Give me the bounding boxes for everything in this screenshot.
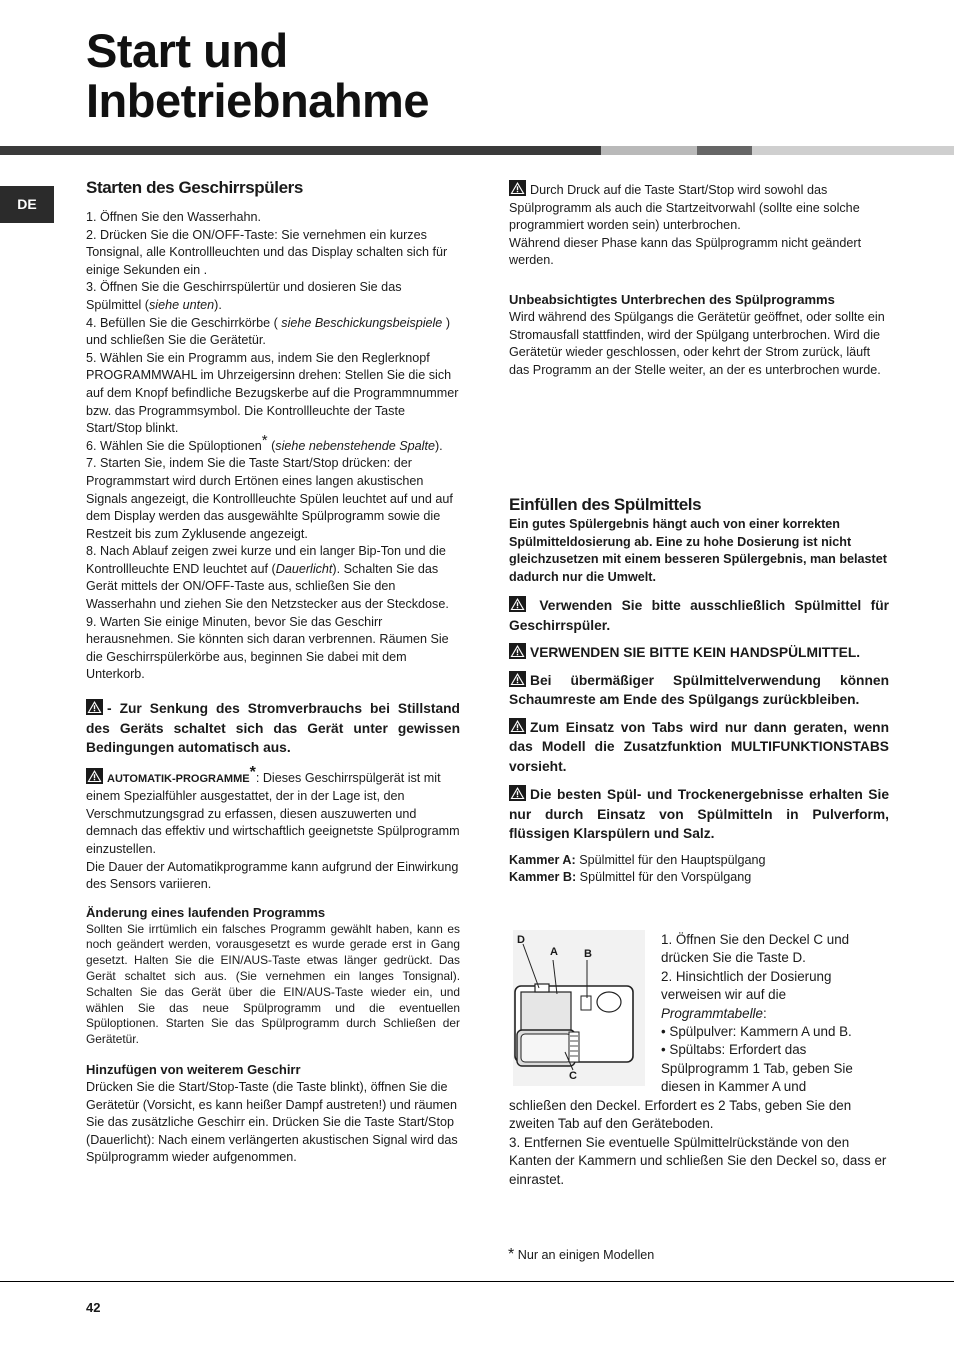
instructions-full-width — [509, 1097, 895, 1189]
warning-triangle-icon — [509, 596, 526, 612]
subheading-unexpected-interrupt: Unbeabsichtigtes Unterbrechen des Spülprogramms — [509, 291, 835, 307]
footnote: * Nur an einigen Modellen — [508, 1246, 655, 1263]
step-8: 8. Nach Ablauf zeigen zwei kurze und ein langer Bip-Ton und die Kontrollleuchte END leuchtet auf (Dauerlicht). Schalten Sie das Gerät mittels der ON/OFF-Taste aus, schließen Sie den Wasserhahn und ziehen Sie den Netzstecker aus der Steckdose. — [86, 544, 449, 612]
chamber-b: Kammer B: Spülmittel für den Vorspülgang — [509, 870, 752, 885]
dispenser-diagram — [509, 928, 649, 1088]
detergent-warning-4: Zum Einsatz von Tabs wird nur dann geraten, wenn das Modell die Zusatzfunktion MULTIFUNKTIONSTABS vorsieht. — [509, 719, 889, 774]
ref-beschickungsbeispiele: siehe Beschickungsbeispiele — [281, 315, 443, 330]
step-3: 3. Öffnen Sie die Geschirrspülertür und dosieren Sie das Spülmittel (siehe unten). — [86, 280, 402, 312]
warning-triangle-icon — [509, 671, 526, 687]
instruction-1: 1. Öffnen Sie den Deckel C und drücken Sie die Taste D. — [661, 932, 850, 966]
header-bar-dark — [0, 146, 601, 155]
section-heading-start: Starten des Geschirrspülers — [86, 178, 303, 197]
detergent-warning-5: Die besten Spül- und Trockenergebnisse erhalten Sie nur durch Einsatz von Spülmitteln in Pulverform, flüssigen Klarspülern und Salz. — [509, 787, 889, 842]
footer-divider — [0, 1281, 954, 1282]
diagram-label-b: B — [584, 948, 592, 960]
diagram-label-c: C — [569, 1070, 577, 1082]
interrupt-note-2: Während dieser Phase kann das Spülprogramm nicht geändert werden. — [509, 235, 862, 268]
add-dishes-text: Drücken Sie die Start/Stop-Taste (die Taste blinkt), öffnen Sie die Gerätetür (Vorsicht, es kann heißer Dampf austreten!) und räumen Sie das zusätzliche Geschirr ein. Drücken Sie die Taste Start/Stop (Dauerlicht): Nach einem verlängerten akustischen Signal wird das Spülprogramm wieder aufgenommen. — [86, 1080, 458, 1165]
instructions-beside-diagram — [661, 931, 883, 1097]
warning-triangle-icon — [509, 643, 526, 659]
detergent-warning-2: VERWENDEN SIE BITTE KEIN HANDSPÜLMITTEL. — [509, 643, 889, 663]
warning-triangle-icon — [509, 180, 526, 196]
header-bar-mid — [697, 146, 752, 155]
title-line-1: Start und — [86, 24, 288, 77]
step-2: 2. Drücken Sie die ON/OFF-Taste: Sie vernehmen ein kurzes Tonsignal, alle Kontrollleuchten und das Display schalten sich für einige Sekunden ein . — [86, 227, 448, 277]
detergent-intro: Ein gutes Spülergebnis hängt auch von einer korrekten Spülmitteldosierung ab. Eine zu hohe Dosierung ist nicht gleichzusetzen mit einem besseren Spülergebnis, man belastet dadurch nur die Umwelt. — [509, 517, 887, 584]
interrupt-note: Durch Druck auf die Taste Start/Stop wird sowohl das Spülprogramm als auch die Startzeitvorwahl (sollte eine solche programmiert worden sein) unterbrochen. — [509, 180, 889, 235]
step-5: 5. Wählen Sie ein Programm aus, indem Sie den Reglerknopf PROGRAMMWAHL im Uhrzeigersinn drehen: Stellen Sie die sich auf dem Knopf befindliche Bezugskerbe auf die Programmnummer bzw. das Programmsymbol. Die Kontrollleuchte der Taste Start/Stop blinkt. — [86, 350, 459, 436]
page-number: 42 — [86, 1300, 101, 1315]
instruction-3: 3. Entfernen Sie eventuelle Spülmittelrückstände von den Kanten der Kammern und schließen Sie den Deckel so, dass er einrastet. — [509, 1134, 887, 1187]
instruction-bullet-tabs: • Spültabs: Erfordert das Spülprogramm 1 Tab, geben Sie diesen in Kammer A und — [661, 1042, 853, 1095]
header-bar-light-1 — [601, 146, 697, 155]
step-7: 7. Starten Sie, indem Sie die Taste Start/Stop drücken: der Programmstart wird durch Ertönen eines langen akustischen Signals angezeigt, die Kontrollleuchte Spülen leuchtet auf und auf dem Display werden das ausgewählte Spülprogramm sowie die Restzeit bis zum Zyklusende angezeigt. — [86, 456, 453, 541]
warning-power-saving: - Zur Senkung des Stromverbrauchs bei Stillstand des Geräts schaltet sich das Gerät unter gewissen Bedingungen automatisch aus. — [86, 701, 460, 756]
instruction-2: 2. Hinsichtlich der Dosierung verweisen wir auf die Programmtabelle: — [661, 968, 832, 1021]
auto-programs-label: AUTOMATIK-PROGRAMME — [107, 772, 250, 785]
detergent-warning-1: Verwenden Sie bitte ausschließlich Spülmittel für Geschirrspüler. — [509, 598, 889, 633]
right-column — [509, 180, 889, 379]
auto-programs-paragraph: AUTOMATIK-PROGRAMME*: Dieses Geschirrspülgerät ist mit einem Spezialfühler ausgestattet, der in der Lage ist, den Verschmutzungsgrad zu erfassen, diesen auszuwerten und demnach das effektiv und wirtschaftlich geeignetste Spülprogramm einzustellen. — [86, 763, 460, 856]
unexpected-interrupt-text: Wird während des Spülgangs die Gerätetür geöffnet, oder sollte ein Stromausfall stattfinden, wird der Spülgang unterbrochen. Wird die Gerätetür wieder geschlossen, oder kehrt der Strom zurück, läuft das Programm an der Stelle weiter, an der es unterbrochen wurde. — [509, 309, 885, 377]
detergent-section — [509, 494, 889, 887]
detergent-warning-3: Bei übermäßiger Spülmittelverwendung können Schaumreste am Ende des Spülgangs zurückbleiben. — [509, 672, 889, 708]
page-title — [86, 26, 429, 126]
warning-triangle-icon — [86, 699, 103, 715]
header-bar-light-2 — [752, 146, 954, 155]
step-1: 1. Öffnen Sie den Wasserhahn. — [86, 210, 262, 224]
language-badge: DE — [0, 186, 54, 223]
left-column — [86, 177, 460, 1167]
diagram-label-a: A — [550, 946, 558, 958]
change-program-text: Sollten Sie irrtümlich ein falsches Programm gewählt haben, kann es noch geändert werden, vorausgesetzt es wurde gerade erst in Gang gesetzt. Halten Sie die EIN/AUS-Taste etwas länger gedrückt. Das Gerät schaltet sich aus. (Sie vernehmen ein langes Tonsignal). Schalten Sie das Gerät über die EIN/AUS-Taste wieder ein, und wählen Sie das neue Spülprogramm und die eventuellen Spüloptionen. Starten Sie das Spülprogramm durch Schließen der Gerätetür. — [86, 921, 460, 1047]
step-9: 9. Warten Sie einige Minuten, bevor Sie das Geschirr herausnehmen. Sie könnten sich daran verbrennen. Räumen Sie die Geschirrspülerkörbe aus, beginnen Sie dabei mit dem Unterkorb. — [86, 614, 449, 682]
warning-triangle-icon — [509, 718, 526, 734]
subheading-add-dishes: Hinzufügen von weiterem Geschirr — [86, 1062, 301, 1078]
step-6: 6. Wählen Sie die Spüloptionen* (siehe nebenstehende Spalte). — [86, 431, 443, 453]
chamber-a: Kammer A: Spülmittel für den Hauptspülgang — [509, 852, 766, 867]
instruction-bullet-powder: • Spülpulver: Kammern A und B. — [661, 1024, 852, 1040]
warning-triangle-icon — [509, 785, 526, 801]
auto-programs-duration: Die Dauer der Automatikprogramme kann aufgrund der Einwirkung des Sensors variieren. — [86, 859, 459, 892]
subheading-change-program: Änderung eines laufenden Programms — [86, 904, 326, 920]
warning-triangle-icon — [86, 768, 103, 784]
instruction-bullet-tabs-cont: schließen den Deckel. Erfordert es 2 Tabs, geben Sie den zweiten Tab auf den Geräteboden. — [509, 1098, 852, 1132]
diagram-label-d: D — [517, 934, 525, 946]
ref-siehe-unten: siehe unten — [149, 297, 215, 312]
step-4: 4. Befüllen Sie die Geschirrkörbe ( siehe Beschickungsbeispiele ) und schließen Sie die Gerätetür. — [86, 315, 451, 348]
section-heading-detergent: Einfüllen des Spülmittels — [509, 495, 702, 514]
dispenser-illustration — [509, 928, 649, 1088]
title-line-2: Inbetriebnahme — [86, 74, 429, 127]
